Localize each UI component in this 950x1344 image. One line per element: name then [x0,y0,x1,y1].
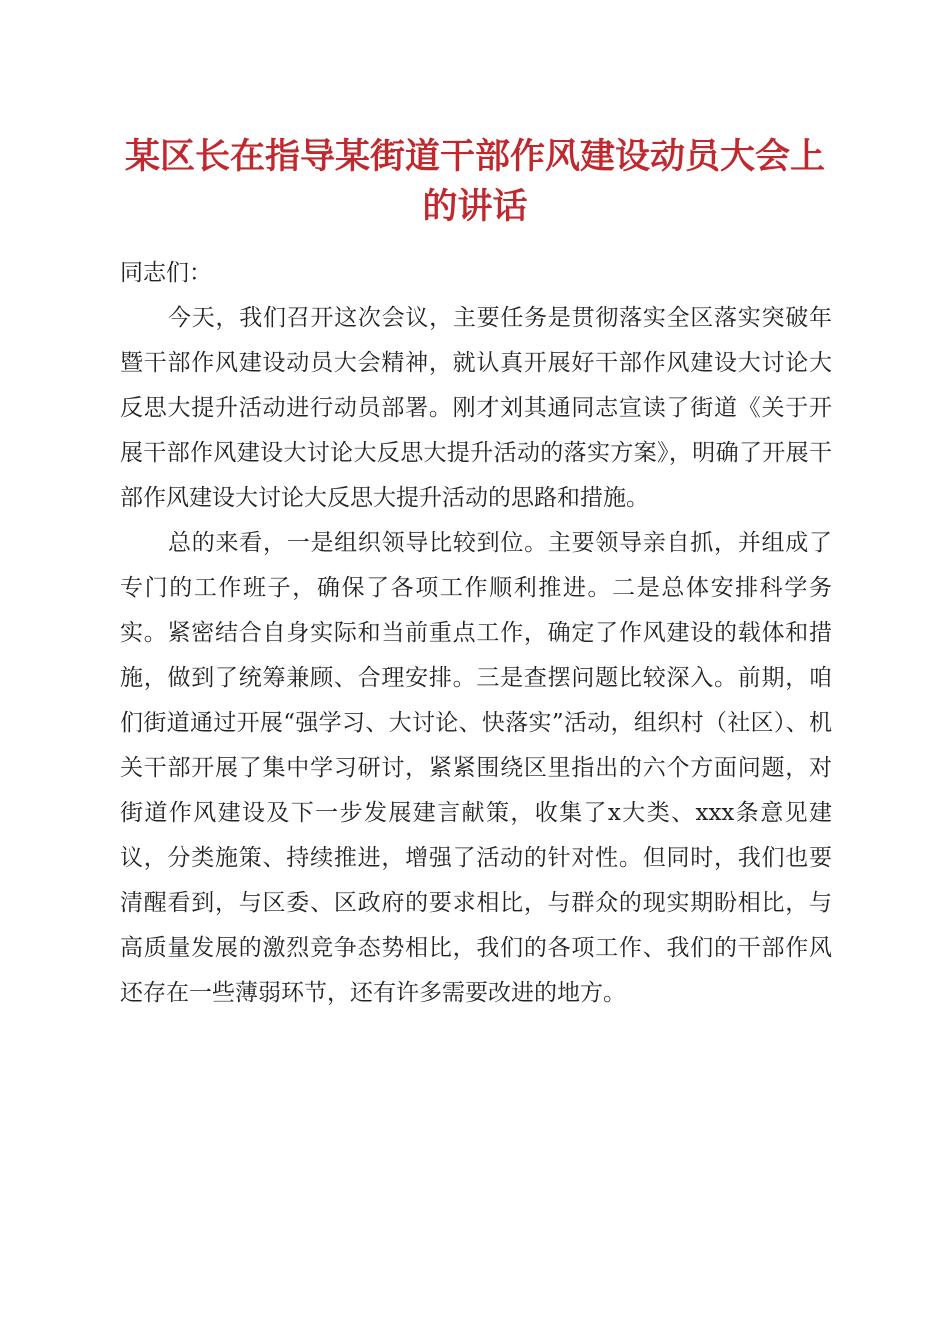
salutation: 同志们： [120,260,212,286]
document-body [120,251,832,1016]
paragraph-1: 今天，我们召开这次会议，主要任务是贯彻落实全区落实突破年暨干部作风建设动员大会精神，就认真开展好干部作风建设大讨论大反思大提升活动进行动员部署。刚才刘其通同志宣读了街道《关于开展干部作风建设大讨论大反思大提升活动的落实方案》，明确了开展干部作风建设大讨论大反思大提升活动的思路和措施。 [120,305,832,511]
paragraph-2: 总的来看，一是组织领导比较到位。主要领导亲自抓，并组成了专门的工作班子，确保了各项工作顺利推进。二是总体安排科学务实。紧密结合自身实际和当前重点工作，确定了作风建设的载体和措施，做到了统筹兼顾、合理安排。三是查摆问题比较深入。前期，咱们街道通过开展“强学习、大讨论、快落实”活动，组织村（社区）、机关干部开展了集中学习研讨，紧紧围绕区里指出的六个方面问题，对街道作风建设及下一步发展建言献策，收集了x大类、xxx条意见建议，分类施策、持续推进，增强了活动的针对性。但同时，我们也要清醒看到，与区委、区政府的要求相比，与群众的现实期盼相比，与高质量发展的激烈竞争态势相比，我们的各项工作、我们的干部作风还存在一些薄弱环节，还有许多需要改进的地方。 [120,530,832,1006]
document-title: 某区长在指导某街道干部作风建设动员大会上的讲话 [124,136,825,227]
